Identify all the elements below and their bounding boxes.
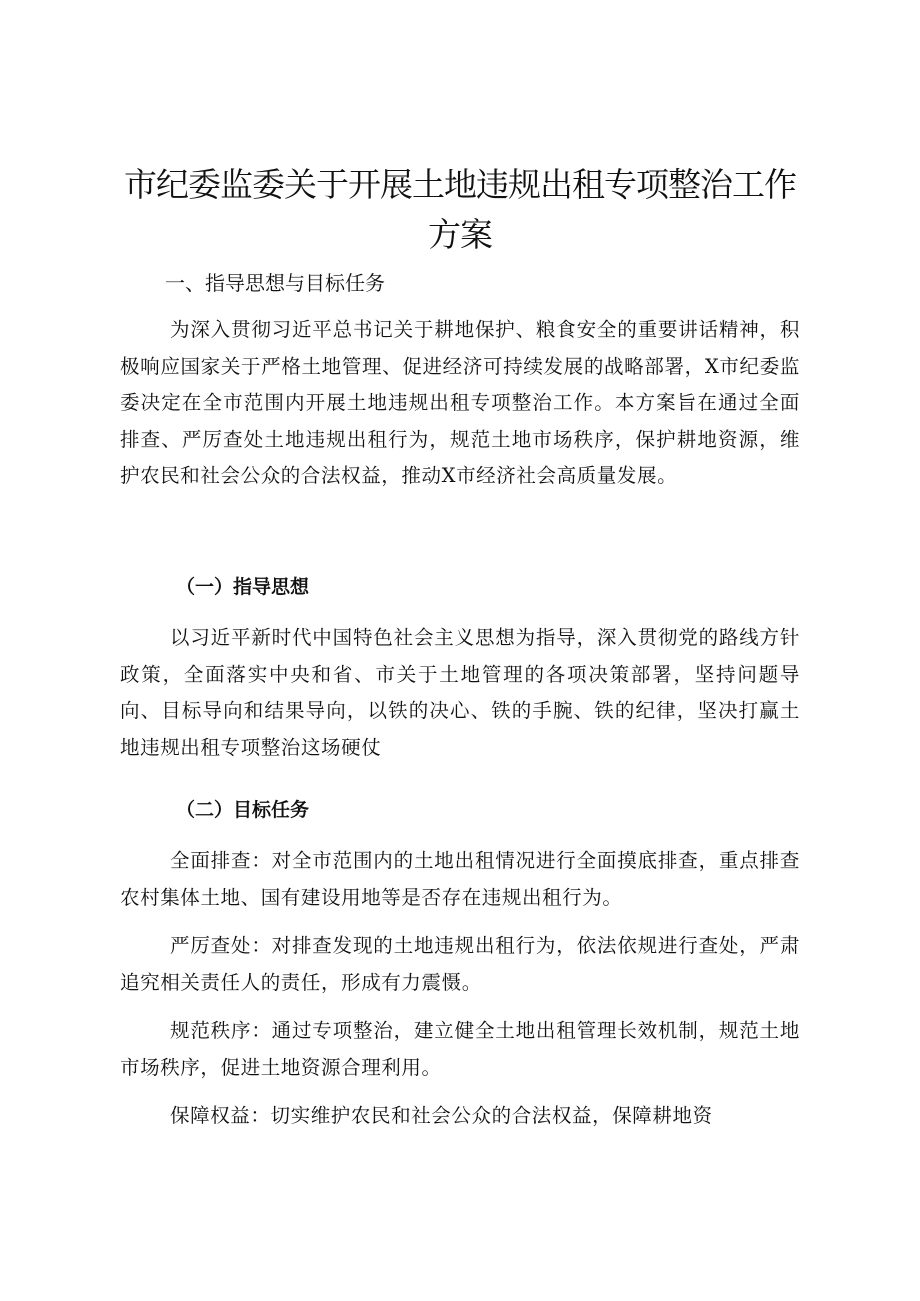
subsection-heading-guiding-thought: （一）指导思想 xyxy=(176,576,310,598)
task-paragraph-protect-rights: 保障权益：切实维护农民和社会公众的合法权益，保障耕地资 xyxy=(170,1104,713,1127)
document-title: 市纪委监委关于开展土地违规出租专项整治工作方案 xyxy=(124,165,796,254)
subsection-heading-goals-tasks: （二）目标任务 xyxy=(176,799,310,821)
section-heading-guiding-and-tasks: 一、指导思想与目标任务 xyxy=(165,271,385,295)
guiding-thought-paragraph: 以习近平新时代中国特色社会主义思想为指导，深入贯彻党的路线方针政策，全面落实中央和省、市关于土地管理的各项决策部署，坚持问题导向、目标导向和结果导向，以铁的决心、铁的手腕、铁的纪律，坚决打赢土地违规出租专项整治这场硬仗 xyxy=(120,626,800,759)
task-paragraph-regulate-order: 规范秩序：通过专项整治，建立健全土地出租管理长效机制，规范土地市场秩序，促进土地资源合理利用。 xyxy=(120,1019,800,1079)
intro-paragraph: 为深入贯彻习近平总书记关于耕地保护、粮食安全的重要讲话精神，积极响应国家关于严格土地管理、促进经济可持续发展的战略部署，X市纪委监委决定在全市范围内开展土地违规出租专项整治工作。本方案旨在通过全面排查、严厉查处土地违规出租行为，规范土地市场秩序，保护耕地资源，维护农民和社会公众的合法权益，推动X市经济社会高质量发展。 xyxy=(120,318,800,487)
task-paragraph-full-inspection: 全面排查：对全市范围内的土地出租情况进行全面摸底排查，重点排查农村集体土地、国有建设用地等是否存在违规出租行为。 xyxy=(120,849,800,909)
task-paragraph-strict-punishment: 严厉查处：对排查发现的土地违规出租行为，依法依规进行查处，严肃追究相关责任人的责任，形成有力震慑。 xyxy=(120,934,800,994)
